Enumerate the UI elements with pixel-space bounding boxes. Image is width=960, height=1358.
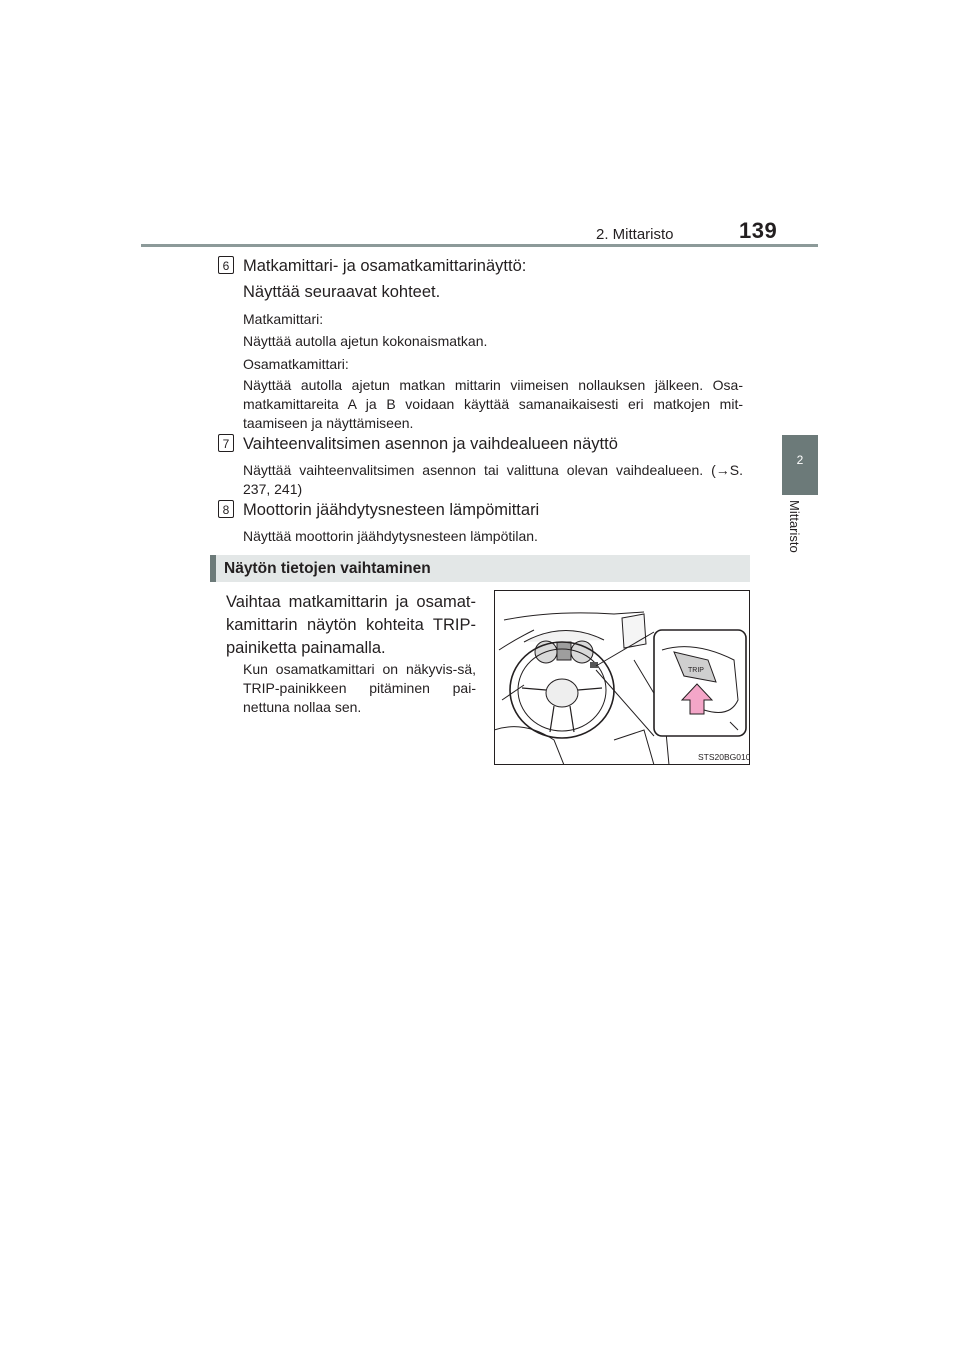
item-6-paragraph: Näyttää autolla ajetun matkan mittarin viimeisen nollauksen jälkeen. Osa-matkamittareita A ja B voidaan käyttää samanaikaisesti eri matkojen mit-taamiseen ja näyttämiseen. bbox=[243, 377, 743, 431]
item-8-title: Moottorin jäähdytysnesteen lämpömittari bbox=[243, 501, 540, 519]
header-rule bbox=[141, 244, 818, 247]
trip-button-label: TRIP bbox=[688, 667, 704, 674]
trip-button-illustration bbox=[494, 590, 750, 765]
section-note-text: Kun osamatkamittari on näkyvis-sä, TRIP-painikkeen pitäminen pai-nettuna nollaa sen. bbox=[243, 661, 476, 715]
chapter-tab-label-text: Mittaristo bbox=[787, 500, 802, 553]
item-badge-7: 7 bbox=[218, 434, 234, 452]
chapter-tab bbox=[782, 435, 818, 495]
item-badge-6: 6 bbox=[218, 256, 234, 274]
chapter-tab-label bbox=[787, 500, 810, 580]
item-7-title: Vaihteenvalitsimen asennon ja vaihdealueen näyttö bbox=[243, 435, 618, 453]
section-heading-marker bbox=[210, 555, 216, 582]
item-6-line-2: Näyttää autolla ajetun kokonaismatkan. bbox=[243, 333, 488, 349]
item-6-title: Matkamittari- ja osamatkamittarinäyttö: bbox=[243, 257, 527, 275]
section-lead-text: Vaihtaa matkamittarin ja osamat-kamittarin näytön kohteita TRIP-painiketta painamalla. bbox=[226, 593, 476, 657]
item-7-paragraph: Näyttää vaihteenvalitsimen asennon tai valittuna olevan vaihdealueen. (→S. 237, 241) bbox=[243, 462, 743, 497]
page-number: 139 bbox=[739, 218, 778, 243]
item-6-subtitle: Näyttää seuraavat kohteet. bbox=[243, 283, 441, 301]
running-header-section: 2. Mittaristo bbox=[596, 226, 674, 243]
chapter-tab-number: 2 bbox=[796, 453, 804, 467]
item-6-line-3: Osamatkamittari: bbox=[243, 356, 349, 372]
item-8-paragraph: Näyttää moottorin jäähdytysnesteen lämpötilan. bbox=[243, 528, 538, 544]
item-badge-8: 8 bbox=[218, 500, 234, 518]
section-heading: Näytön tietojen vaihtaminen bbox=[224, 560, 431, 577]
illustration-code: STS20BG010 bbox=[698, 752, 750, 762]
item-6-line-1: Matkamittari: bbox=[243, 311, 324, 327]
